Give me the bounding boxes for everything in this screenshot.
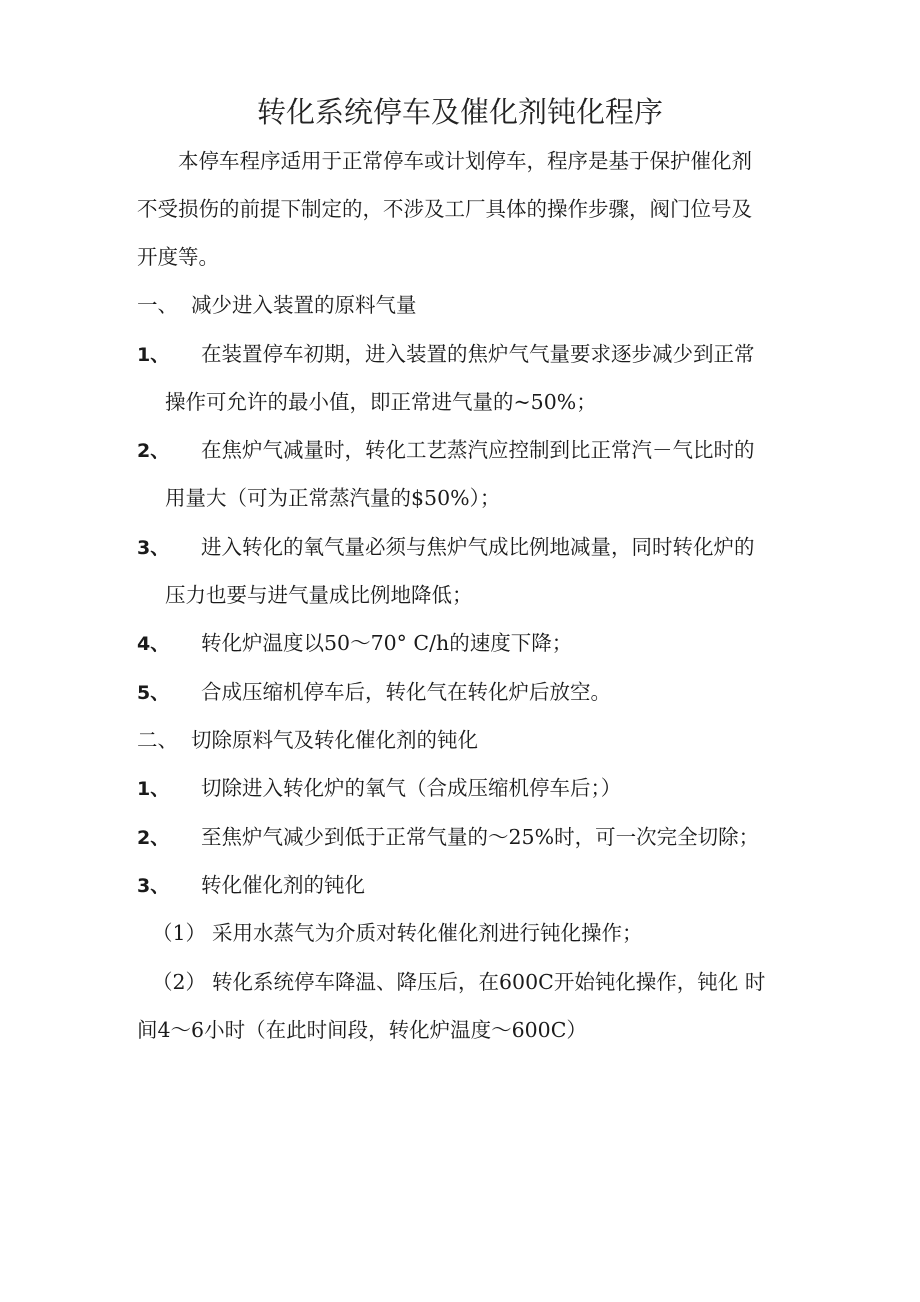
item-text: 至焦炉气减少到低于正常气量的～25%时，可一次完全切除； [201, 825, 760, 849]
section-2-heading [137, 725, 478, 755]
intro-line-2: 不受损伤的前提下制定的，不涉及工厂具体的操作步骤，阀门位号及 [137, 197, 752, 221]
item-text: 在装置停车初期，进入装置的焦炉气气量要求逐步减少到正常 [201, 342, 755, 366]
item-number: 2、 [137, 440, 170, 462]
item-number: 3、 [137, 875, 170, 897]
list-item [137, 532, 755, 563]
item-text: 切除进入转化炉的氧气（合成压缩机停车后；） [201, 776, 622, 800]
list-item [137, 773, 621, 804]
list-item [137, 435, 755, 466]
section-heading-text: 减少进入装置的原料气量 [191, 293, 417, 317]
list-item [137, 677, 611, 708]
sub-list-item [152, 918, 643, 948]
item-continuation: 用量大（可为正常蒸汽量的$50%）； [165, 486, 501, 510]
item-continuation: 压力也要与进气量成比例地降低； [165, 583, 473, 607]
section-number: 一、 [137, 293, 178, 317]
subitem-number: （1） [152, 921, 207, 945]
item-continuation: 操作可允许的最小值，即正常进气量的~50%； [165, 390, 597, 414]
subitem-continuation: 间4～6小时（在此时间段，转化炉温度～600C） [137, 1018, 587, 1042]
section-number: 二、 [137, 728, 178, 752]
list-item [137, 339, 755, 370]
document-title: 转化系统停车及催化剂钝化程序 [256, 95, 663, 129]
item-number: 1、 [137, 778, 170, 800]
list-item [137, 822, 759, 853]
list-item [137, 628, 572, 659]
section-heading-text: 切除原料气及转化催化剂的钝化 [191, 728, 478, 752]
item-text: 进入转化的氧气量必须与焦炉气成比例地减量，同时转化炉的 [201, 535, 755, 559]
item-text: 转化炉温度以50～70° C/h的速度下降； [201, 631, 573, 655]
list-item [137, 870, 365, 901]
subitem-text: 采用水蒸气为介质对转化催化剂进行钝化操作； [212, 921, 643, 945]
subitem-text: 转化系统停车降温、降压后，在600C开始钝化操作，钝化 时 [212, 970, 766, 994]
intro-line-3: 开度等。 [137, 245, 219, 269]
item-text: 合成压缩机停车后，转化气在转化炉后放空。 [201, 680, 611, 704]
intro-line-1: 本停车程序适用于正常停车或计划停车，程序是基于保护催化剂 [178, 149, 752, 173]
item-text: 转化催化剂的钝化 [201, 873, 365, 897]
item-number: 2、 [137, 827, 170, 849]
section-1-heading [137, 290, 417, 320]
item-number: 4、 [137, 633, 170, 655]
item-number: 5、 [137, 682, 170, 704]
item-number: 3、 [137, 537, 170, 559]
sub-list-item [152, 967, 765, 997]
subitem-number: （2） [152, 970, 207, 994]
item-text: 在焦炉气减量时，转化工艺蒸汽应控制到比正常汽－气比时的 [201, 438, 755, 462]
item-number: 1、 [137, 344, 170, 366]
